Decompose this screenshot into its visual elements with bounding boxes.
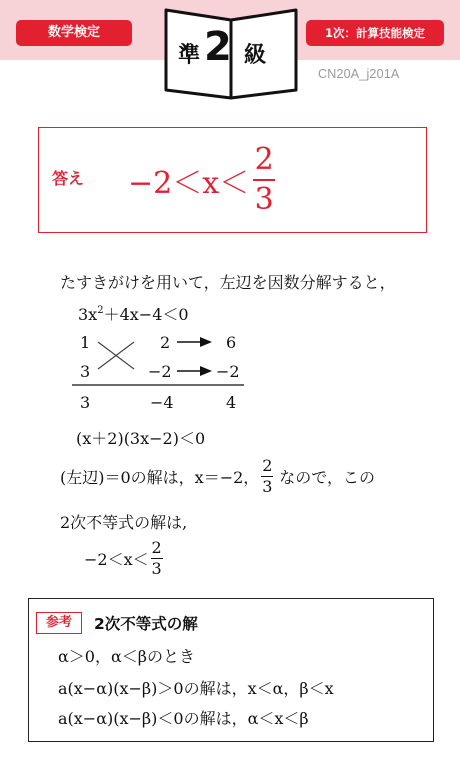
subject-badge: 数学検定 [16, 20, 132, 46]
cross-r2c2: −2 [148, 362, 172, 381]
result-frac-denominator: 3 [151, 559, 162, 579]
result-frac-numerator: 2 [151, 538, 162, 557]
reference-title: 2次不等式の解 [94, 615, 198, 633]
factored-inequality: (x＋2)(3x−2)＜0 [76, 429, 206, 448]
answer-label: 答え [52, 169, 85, 188]
result-inequality: −2＜x＜ [84, 550, 149, 570]
result-fraction [151, 540, 163, 577]
grade-number: 2 [204, 24, 232, 70]
answer-frac-numerator: 2 [254, 142, 274, 177]
cross-r3c2: −4 [150, 393, 174, 412]
reference-condition: α＞0，α＜βのとき [58, 647, 196, 666]
reference-label: 参考 [36, 612, 82, 634]
result-line [84, 540, 165, 577]
ineq-exponent: 2 [97, 305, 104, 316]
ineq-rest: ＋4x−4＜0 [103, 305, 189, 324]
roots-line [60, 458, 375, 495]
problem-code: CN20A_j201A [318, 67, 400, 81]
roots-suffix: なので，この [279, 468, 375, 488]
cross-r3c3: 4 [226, 393, 237, 412]
roots-prefix: (左辺)＝0の解は，x＝−2， [60, 468, 260, 488]
roots-frac-denominator: 3 [262, 477, 273, 497]
answer-inequality: −2＜x＜ [128, 166, 250, 201]
grade-suffix: 級 [244, 43, 267, 68]
grade-prefix: 準 [178, 43, 201, 68]
intro-text: たすきがけを用いて，左辺を因数分解すると， [60, 273, 396, 292]
cross-r2c3: −2 [216, 362, 240, 381]
answer-frac-denominator: 3 [254, 182, 274, 217]
reference-rule-less: a(x−α)(x−β)＜0の解は，α＜x＜β [58, 709, 309, 728]
cross-r1c2: 2 [160, 333, 171, 352]
reference-rule-greater: a(x−α)(x−β)＞0の解は，x＜α，β＜x [58, 679, 334, 698]
cross-r1c3: 6 [226, 333, 237, 352]
cross-r1c1: 1 [80, 333, 91, 352]
ineq-term: 3x [78, 305, 98, 324]
roots-frac-numerator: 2 [262, 456, 273, 475]
conclusion-text: 2次不等式の解は, [60, 513, 188, 532]
roots-fraction [261, 458, 273, 495]
cross-r2c1: 3 [80, 362, 91, 381]
exam-type-badge: 1次：計算技能検定 [306, 20, 444, 46]
cross-r3c1: 3 [80, 393, 91, 412]
